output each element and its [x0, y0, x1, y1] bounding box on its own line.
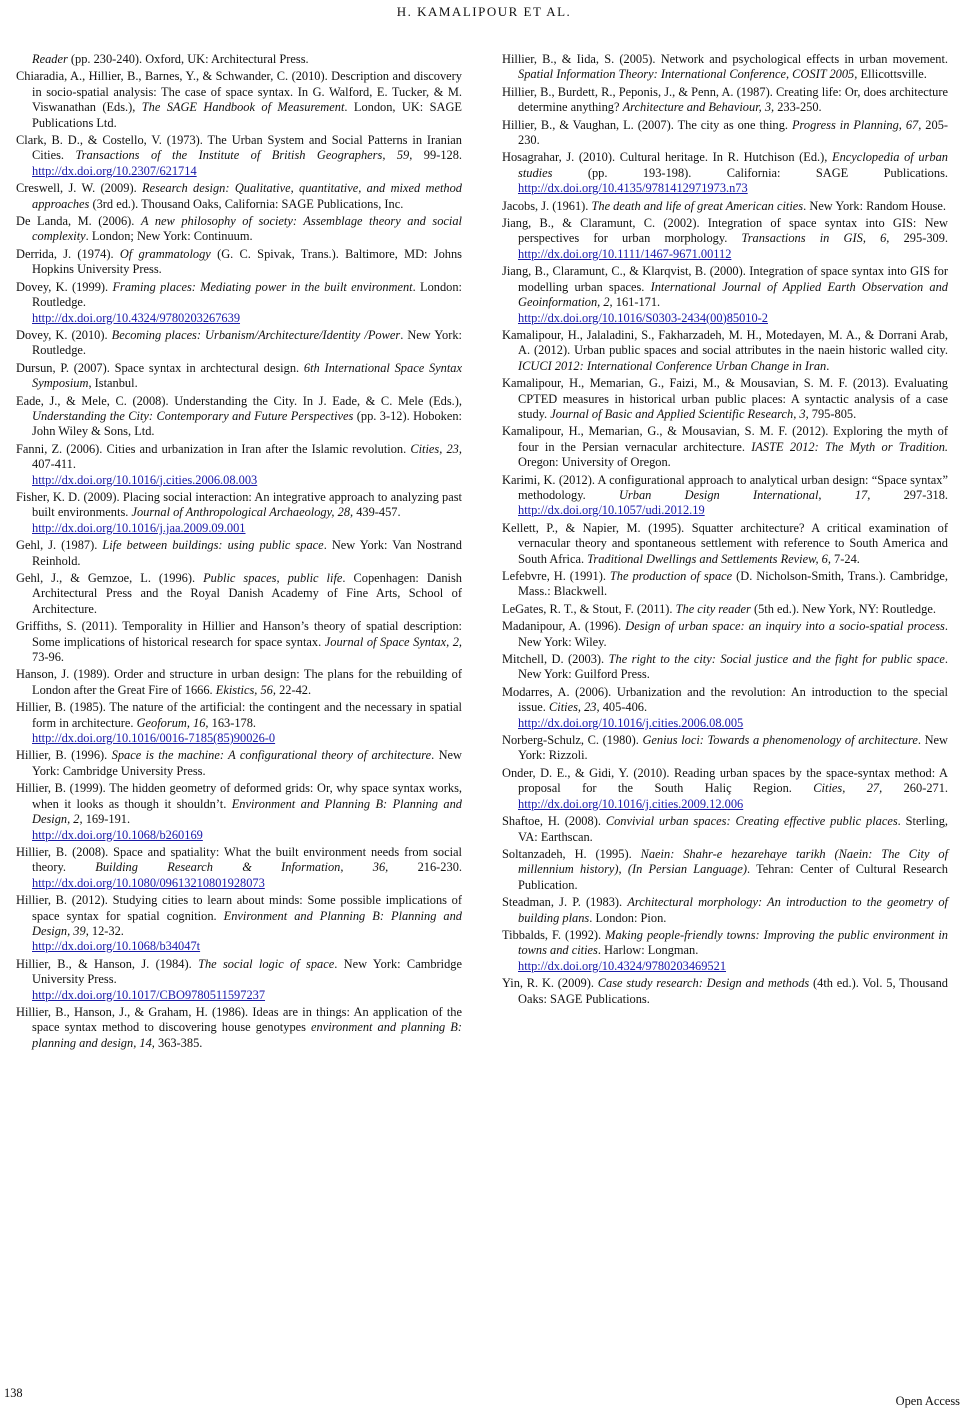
reference-entry: [16, 490, 462, 536]
reference-entry: [502, 521, 948, 567]
reference-text: 295-309.: [889, 231, 949, 246]
reference-text: Hillier, B., & Iida, S. (2005). Network and psychological effects in urban movement.: [502, 52, 948, 66]
reference-title: Spatial Information Theory: International Conference, COSIT 2005: [518, 67, 855, 82]
doi-link[interactable]: http://dx.doi.org/10.1080/09613210801928073: [32, 875, 265, 890]
doi-link[interactable]: http://dx.doi.org/10.1057/udi.2012.19: [518, 503, 705, 518]
reference-entry: [16, 667, 462, 698]
page-number: 138: [4, 1386, 23, 1400]
reference-text: . New York: Van Nostrand Reinhold.: [32, 538, 462, 568]
reference-text: .: [826, 358, 830, 373]
publisher-label: Open Access: [895, 1394, 960, 1408]
reference-entry: [502, 150, 948, 196]
reference-text: Onder, D. E., & Gidi, Y. (2010). Reading urban spaces by the space-syntax method: A proposal for the South Haliç Region.: [502, 765, 948, 796]
reference-title: Urban Design International, 17,: [618, 487, 871, 502]
reference-entry: [16, 52, 462, 67]
reference-text: Hillier, B. (1985). The nature of the artificial: the contingent and the necessary in spatial form in architecture.: [16, 700, 462, 730]
reference-title: The city reader: [675, 601, 751, 616]
reference-text: 161-171.: [612, 295, 661, 310]
reference-text: . London: Pion.: [589, 910, 667, 925]
reference-text: . New York: Routledge.: [32, 327, 462, 358]
reference-text: Fanni, Z. (2006). Cities and urbanization in Iran after the Islamic revolution.: [16, 441, 411, 456]
reference-text: Shaftoe, H. (2008).: [502, 814, 606, 829]
reference-text: Karimi, K. (2012). A configurational approach to analytical urban design: “Space syntax” methodology.: [502, 472, 948, 502]
reference-title: Journal of Basic and Applied Scientific Research, 3,: [550, 406, 809, 421]
reference-title: Cities, 27,: [813, 781, 883, 796]
reference-text: Chiaradia, A., Hillier, B., Barnes, Y., & Schwander, C. (2010). Description and discovery in socio-spatial analysis: The case of space syntax. In G. Walford, E. Tucker, & M. Viswanathan (Eds.),: [16, 69, 462, 115]
reference-title: Ekistics, 56,: [215, 682, 276, 697]
reference-text: 169-191.: [82, 812, 131, 827]
reference-entry: [502, 976, 948, 1007]
reference-entry: [502, 199, 948, 214]
reference-entry: [502, 85, 948, 116]
reference-entry: [502, 216, 948, 262]
reference-text: . New York: Wiley.: [518, 619, 948, 649]
reference-text: Hillier, B., & Hanson, J. (1984).: [16, 956, 199, 971]
reference-title: The death and life of great American cities: [591, 198, 804, 213]
reference-entry: [502, 264, 948, 326]
reference-title: Reader: [32, 52, 68, 66]
reference-entry: [16, 538, 462, 569]
reference-text: Hillier, B., Hanson, J., & Graham, H. (1986). Ideas are in things: An application of the space syntax method to discovering house genotypes: [16, 1004, 462, 1035]
reference-text: Derrida, J. (1974).: [16, 246, 120, 261]
reference-entry: [16, 957, 462, 1003]
reference-text: 297-318.: [870, 487, 949, 502]
reference-title: Naein: Shahr-e hezarehaye tarikh (Naein: The City of millennium history), (In Persian Language): [518, 846, 949, 877]
doi-link[interactable]: http://dx.doi.org/10.1016/j.cities.2006.08.005: [518, 715, 744, 730]
reference-text: 439-457.: [353, 505, 401, 520]
reference-title: Life between buildings: using public space: [102, 538, 324, 553]
reference-text: . Sterling, VA: Earthscan.: [518, 814, 949, 844]
reference-title: Cities, 23,: [548, 700, 600, 715]
reference-title: Design of urban space: an inquiry into a socio-spatial process: [625, 619, 945, 634]
reference-text: Hillier, B., & Vaughan, L. (2007). The city as one thing.: [502, 117, 792, 132]
doi-link[interactable]: http://dx.doi.org/10.1016/j.cities.2006.08.003: [32, 472, 258, 487]
reference-text: Dovey, K. (1999).: [16, 279, 113, 294]
reference-text: 795-805.: [808, 406, 857, 421]
reference-text: Hillier, B. (1996).: [16, 748, 112, 763]
reference-title: Environment and Planning B: Planning and Design, 2,: [32, 796, 462, 827]
reference-title: Genius loci: Towards a phenomenology of architecture: [642, 733, 918, 748]
reference-entry: [502, 52, 948, 83]
reference-entry: [16, 181, 462, 212]
reference-title: The right to the city: Social justice and the fight for public space: [608, 652, 945, 667]
reference-title: environment and planning B: planning and design, 14,: [32, 1020, 462, 1050]
reference-entry: [502, 602, 948, 617]
reference-entry: [502, 733, 948, 764]
reference-entry: [16, 571, 462, 617]
reference-text: De Landa, M. (2006).: [16, 214, 141, 229]
reference-text: Madanipour, A. (1996).: [502, 619, 626, 634]
reference-text: Clark, B. D., & Costello, V. (1973). The Urban System and Social Patterns in Iranian Cities.: [16, 133, 462, 163]
reference-text: , Istanbul.: [88, 376, 138, 391]
doi-link[interactable]: http://dx.doi.org/10.1111/1467-9671.00112: [518, 246, 732, 261]
doi-link[interactable]: http://dx.doi.org/10.2307/621714: [32, 163, 197, 178]
reference-title: Public spaces, public life: [203, 571, 343, 585]
reference-text: . London, UK: SAGE Publications Ltd.: [32, 100, 462, 130]
reference-text: Hosagrahar, J. (2010). Cultural heritage. In R. Hutchison (Ed.),: [502, 150, 833, 165]
reference-title: Making people-friendly towns: Improving the public environment in towns and cities: [518, 927, 949, 958]
reference-text: (pp. 3-12). Hoboken: John Wiley & Sons, Ltd.: [32, 408, 462, 439]
running-head: H. KAMALIPOUR ET AL.: [396, 4, 572, 19]
reference-text: . Tehran: Center of Cultural Research Publication.: [518, 862, 949, 892]
reference-title: A new philosophy of society: Assemblage theory and social complexity: [32, 214, 462, 244]
references-right-column: [502, 52, 948, 1009]
reference-text: . New York: Cambridge University Press.: [32, 956, 462, 987]
doi-link[interactable]: http://dx.doi.org/10.1016/0016-7185(85)90026-0: [32, 731, 276, 746]
reference-text: 163-178.: [208, 715, 257, 730]
reference-title: Environment and Planning B: Planning and Design, 39,: [32, 908, 462, 938]
reference-text: (pp. 193-198). California: SAGE Publications.: [552, 165, 948, 180]
reference-entry: [16, 247, 462, 278]
reference-text: (pp. 230-240). Oxford, UK: Architectural Press.: [67, 52, 309, 66]
reference-title: The SAGE Handbook of Measurement: [141, 100, 345, 115]
reference-text: . London; New York: Continuum.: [85, 229, 253, 244]
reference-title: Cities, 23,: [410, 441, 462, 456]
reference-title: 6th International Space Syntax Symposium: [32, 360, 462, 391]
reference-text: Fisher, K. D. (2009). Placing social interaction: An integrative approach to analyzing past built environments.: [16, 489, 462, 520]
reference-text: Tibbalds, F. (1992).: [502, 927, 606, 942]
reference-title: The production of space: [609, 569, 733, 583]
reference-text: (D. Nicholson-Smith, Trans.). Cambridge, Mass.: Blackwell.: [518, 569, 948, 599]
reference-entry: [502, 619, 948, 650]
reference-title: ICUCI 2012: International Conference Urban Change in Iran: [518, 358, 827, 373]
reference-entry: [502, 928, 948, 974]
reference-title: Space is the machine: A configurational theory of architecture: [111, 748, 432, 763]
doi-link[interactable]: http://dx.doi.org/10.4324/9780203469521: [518, 958, 727, 973]
reference-entry: [502, 766, 948, 812]
reference-text: Yin, R. K. (2009).: [502, 976, 598, 991]
reference-title: IASTE 2012: The Myth or Tradition.: [751, 439, 949, 454]
doi-link[interactable]: http://dx.doi.org/10.4324/9780203267639: [32, 310, 241, 325]
reference-text: . New York: Cambridge University Press.: [32, 748, 463, 778]
doi-link[interactable]: http://dx.doi.org/10.1017/CBO9780511597237: [32, 987, 266, 1002]
reference-title: Of grammatology: [119, 246, 211, 261]
reference-entry: [502, 118, 948, 149]
reference-text: . New York: Guilford Press.: [518, 652, 948, 682]
reference-text: 99-128.: [412, 148, 463, 163]
reference-text: Kamalipour, H., Memarian, G., Faizi, M., & Mousavian, S. M. F. (2013). Evaluating CPTED measures in historical urban public places: A syntactic analysis of a case study.: [502, 376, 948, 421]
reference-text: Norberg-Schulz, C. (1980).: [502, 733, 643, 748]
reference-entry: [502, 895, 948, 926]
doi-link[interactable]: http://dx.doi.org/10.1016/j.cities.2009.12.006: [518, 796, 744, 811]
reference-text: Gehl, J., & Gemzoe, L. (1996).: [16, 571, 204, 585]
reference-text: . Copenhagen: Danish Architectural Press and the Royal Danish Academy of Fine Arts, School of Architecture.: [32, 571, 462, 616]
reference-entry: [502, 473, 948, 519]
reference-text: 407-411.: [32, 457, 76, 472]
reference-text: Gehl, J. (1987).: [16, 538, 103, 553]
doi-link[interactable]: http://dx.doi.org/10.1068/b34047t: [32, 939, 201, 954]
reference-text: 233-250.: [774, 100, 822, 115]
reference-entry: [16, 442, 462, 488]
reference-entry: [502, 652, 948, 683]
reference-text: Steadman, J. P. (1983).: [502, 895, 628, 910]
reference-entry: [16, 1005, 462, 1051]
reference-title: Traditional Dwellings and Settlements Review, 6,: [587, 551, 831, 566]
reference-title: Encyclopedia of urban studies: [518, 150, 948, 180]
reference-title: Progress in Planning, 67,: [791, 117, 922, 132]
reference-entry: [16, 893, 462, 955]
reference-entry: [502, 685, 948, 731]
reference-entry: [16, 280, 462, 326]
reference-entry: [502, 376, 948, 422]
reference-entry: [502, 847, 948, 893]
reference-text: Oregon: University of Oregon.: [518, 455, 671, 470]
reference-entry: [16, 845, 462, 891]
reference-entry: [16, 361, 462, 392]
reference-text: . New York: Rizzoli.: [518, 733, 949, 763]
reference-text: Mitchell, D. (2003).: [502, 652, 609, 667]
reference-title: Building Research & Information, 36,: [95, 860, 389, 875]
reference-text: Hillier, B. (1999). The hidden geometry of deformed grids: Or, why space syntax works, when it looks as though it shouldn’t.: [16, 781, 462, 811]
reference-text: 73-96.: [32, 650, 65, 665]
reference-entry: [16, 133, 462, 179]
reference-text: 205-230.: [518, 117, 949, 148]
reference-text: LeGates, R. T., & Stout, F. (2011).: [502, 601, 676, 616]
reference-text: Hanson, J. (1989). Order and structure in urban design: The plans for the rebuilding of London after the Great Fire of 1666.: [16, 667, 462, 697]
reference-title: Research design: Qualitative, quantitative, and mixed method approaches: [32, 181, 462, 211]
reference-text: Hillier, B. (2008). Space and spatiality: What the built environment needs from social theory.: [16, 844, 462, 875]
reference-text: Soltanzadeh, H. (1995).: [502, 846, 641, 861]
reference-text: 22-42.: [275, 682, 312, 697]
reference-title: Journal of Anthropological Archaeology, 28,: [131, 505, 354, 520]
reference-text: Kellett, P., & Napier, M. (1995). Squatter architecture? A critical examination of vernacular theory and spontaneous settlement with reference to South America and South Africa.: [502, 520, 948, 566]
doi-link[interactable]: http://dx.doi.org/10.1068/b260169: [32, 827, 203, 842]
reference-text: 7-24.: [830, 551, 860, 566]
reference-text: (G. C. Spivak, Trans.). Baltimore, MD: Johns Hopkins University Press.: [32, 246, 462, 277]
reference-text: . London: Routledge.: [32, 279, 463, 310]
reference-entry: [16, 781, 462, 843]
reference-entry: [16, 328, 462, 359]
reference-text: 260-271.: [882, 781, 948, 796]
reference-entry: [502, 328, 948, 374]
reference-text: 216-230.: [388, 860, 462, 875]
reference-text: Eade, J., & Mele, C. (2008). Understanding the City. In J. Eade, & C. Mele (Eds.),: [16, 393, 462, 408]
reference-entry: [502, 814, 948, 845]
reference-title: Transactions of the Institute of British Geographers, 59,: [75, 148, 413, 163]
reference-title: Convivial urban spaces: Creating effective public places: [605, 814, 898, 829]
reference-text: Dursun, P. (2007). Space syntax in archtectural design.: [16, 360, 304, 375]
reference-text: Lefebvre, H. (1991).: [502, 569, 610, 583]
reference-title: Framing places: Mediating power in the built environment: [112, 279, 413, 294]
reference-text: . Harlow: Longman.: [597, 943, 699, 958]
reference-text: Jacobs, J. (1961).: [502, 198, 592, 213]
reference-text: (3rd ed.). Thousand Oaks, California: SAGE Publications, Inc.: [89, 196, 404, 211]
reference-text: Kamalipour, H., Jalaladini, S., Fakharzadeh, M. H., Motedayen, M. A., & Dorrani Arab, A. (2012). Urban public spaces and social attributes in the naein historic walled city.: [502, 327, 948, 358]
reference-title: The social logic of space: [198, 956, 335, 971]
reference-entry: [16, 214, 462, 245]
reference-text: Modarres, A. (2006). Urbanization and the revolution: An introduction to the special issue.: [502, 684, 948, 715]
reference-entry: [16, 394, 462, 440]
reference-text: Kamalipour, H., Memarian, G., & Mousavian, S. M. F. (2012). Exploring the myth of four in the Persian vernacular architecture.: [502, 424, 948, 454]
reference-text: (4th ed.). Vol. 5, Thousand Oaks: SAGE Publications.: [518, 976, 948, 1006]
reference-text: Dovey, K. (2010).: [16, 327, 112, 342]
reference-title: Transactions in GIS, 6,: [741, 231, 890, 246]
reference-text: Jiang, B., & Claramunt, C. (2002). Integration of space syntax into GIS: New perspectives for urban morphology.: [502, 216, 948, 246]
reference-title: Architecture and Behaviour, 3,: [622, 100, 775, 115]
reference-entry: [16, 748, 462, 779]
reference-text: . New York: Random House.: [803, 198, 946, 213]
reference-text: 363-385.: [154, 1035, 203, 1050]
reference-text: , Ellicottsville.: [854, 67, 927, 82]
reference-text: Creswell, J. W. (2009).: [16, 181, 143, 196]
reference-entry: [16, 69, 462, 131]
reference-entry: [502, 569, 948, 600]
reference-text: Hillier, B. (2012). Studying cities to learn about minds: Some possible implications of space syntax for spatial cognition.: [16, 893, 462, 923]
reference-text: (5th ed.). New York, NY: Routledge.: [750, 601, 936, 616]
reference-title: Case study research: Design and methods: [597, 976, 810, 991]
reference-title: Understanding the City: Contemporary and Future Perspectives: [32, 408, 354, 423]
reference-entry: [502, 424, 948, 470]
reference-title: International Journal of Applied Earth Observation and Geoinformation, 2,: [518, 279, 948, 310]
reference-title: Journal of Space Syntax, 2,: [324, 634, 463, 649]
reference-text: Griffiths, S. (2011). Temporality in Hillier and Hanson’s theory of spatial description: Some implications of historical research for space syntax.: [16, 619, 462, 649]
reference-text: Hillier, B., Burdett, R., Peponis, J., & Penn, A. (1987). Creating life: Or, does architecture determine anything?: [502, 84, 948, 115]
reference-title: Becoming places: Urbanism/Architecture/Identity /Power: [111, 327, 401, 342]
reference-entry: [16, 700, 462, 746]
reference-text: 12-32.: [88, 923, 124, 938]
reference-entry: [16, 619, 462, 665]
reference-title: Geoforum, 16,: [136, 715, 209, 730]
reference-text: 405-406.: [599, 700, 648, 715]
doi-link[interactable]: http://dx.doi.org/10.4135/9781412971973.n73: [518, 181, 748, 196]
references-left-column: [16, 52, 462, 1053]
doi-link[interactable]: http://dx.doi.org/10.1016/S0303-2434(00)85010-2: [518, 310, 768, 325]
doi-link[interactable]: http://dx.doi.org/10.1016/j.jaa.2009.09.001: [32, 520, 246, 535]
reference-title: Architectural morphology: An introduction to the geometry of building plans: [518, 895, 948, 925]
reference-text: Jiang, B., Claramunt, C., & Klarqvist, B. (2000). Integration of space syntax into GIS for modelling urban spaces.: [502, 264, 948, 294]
